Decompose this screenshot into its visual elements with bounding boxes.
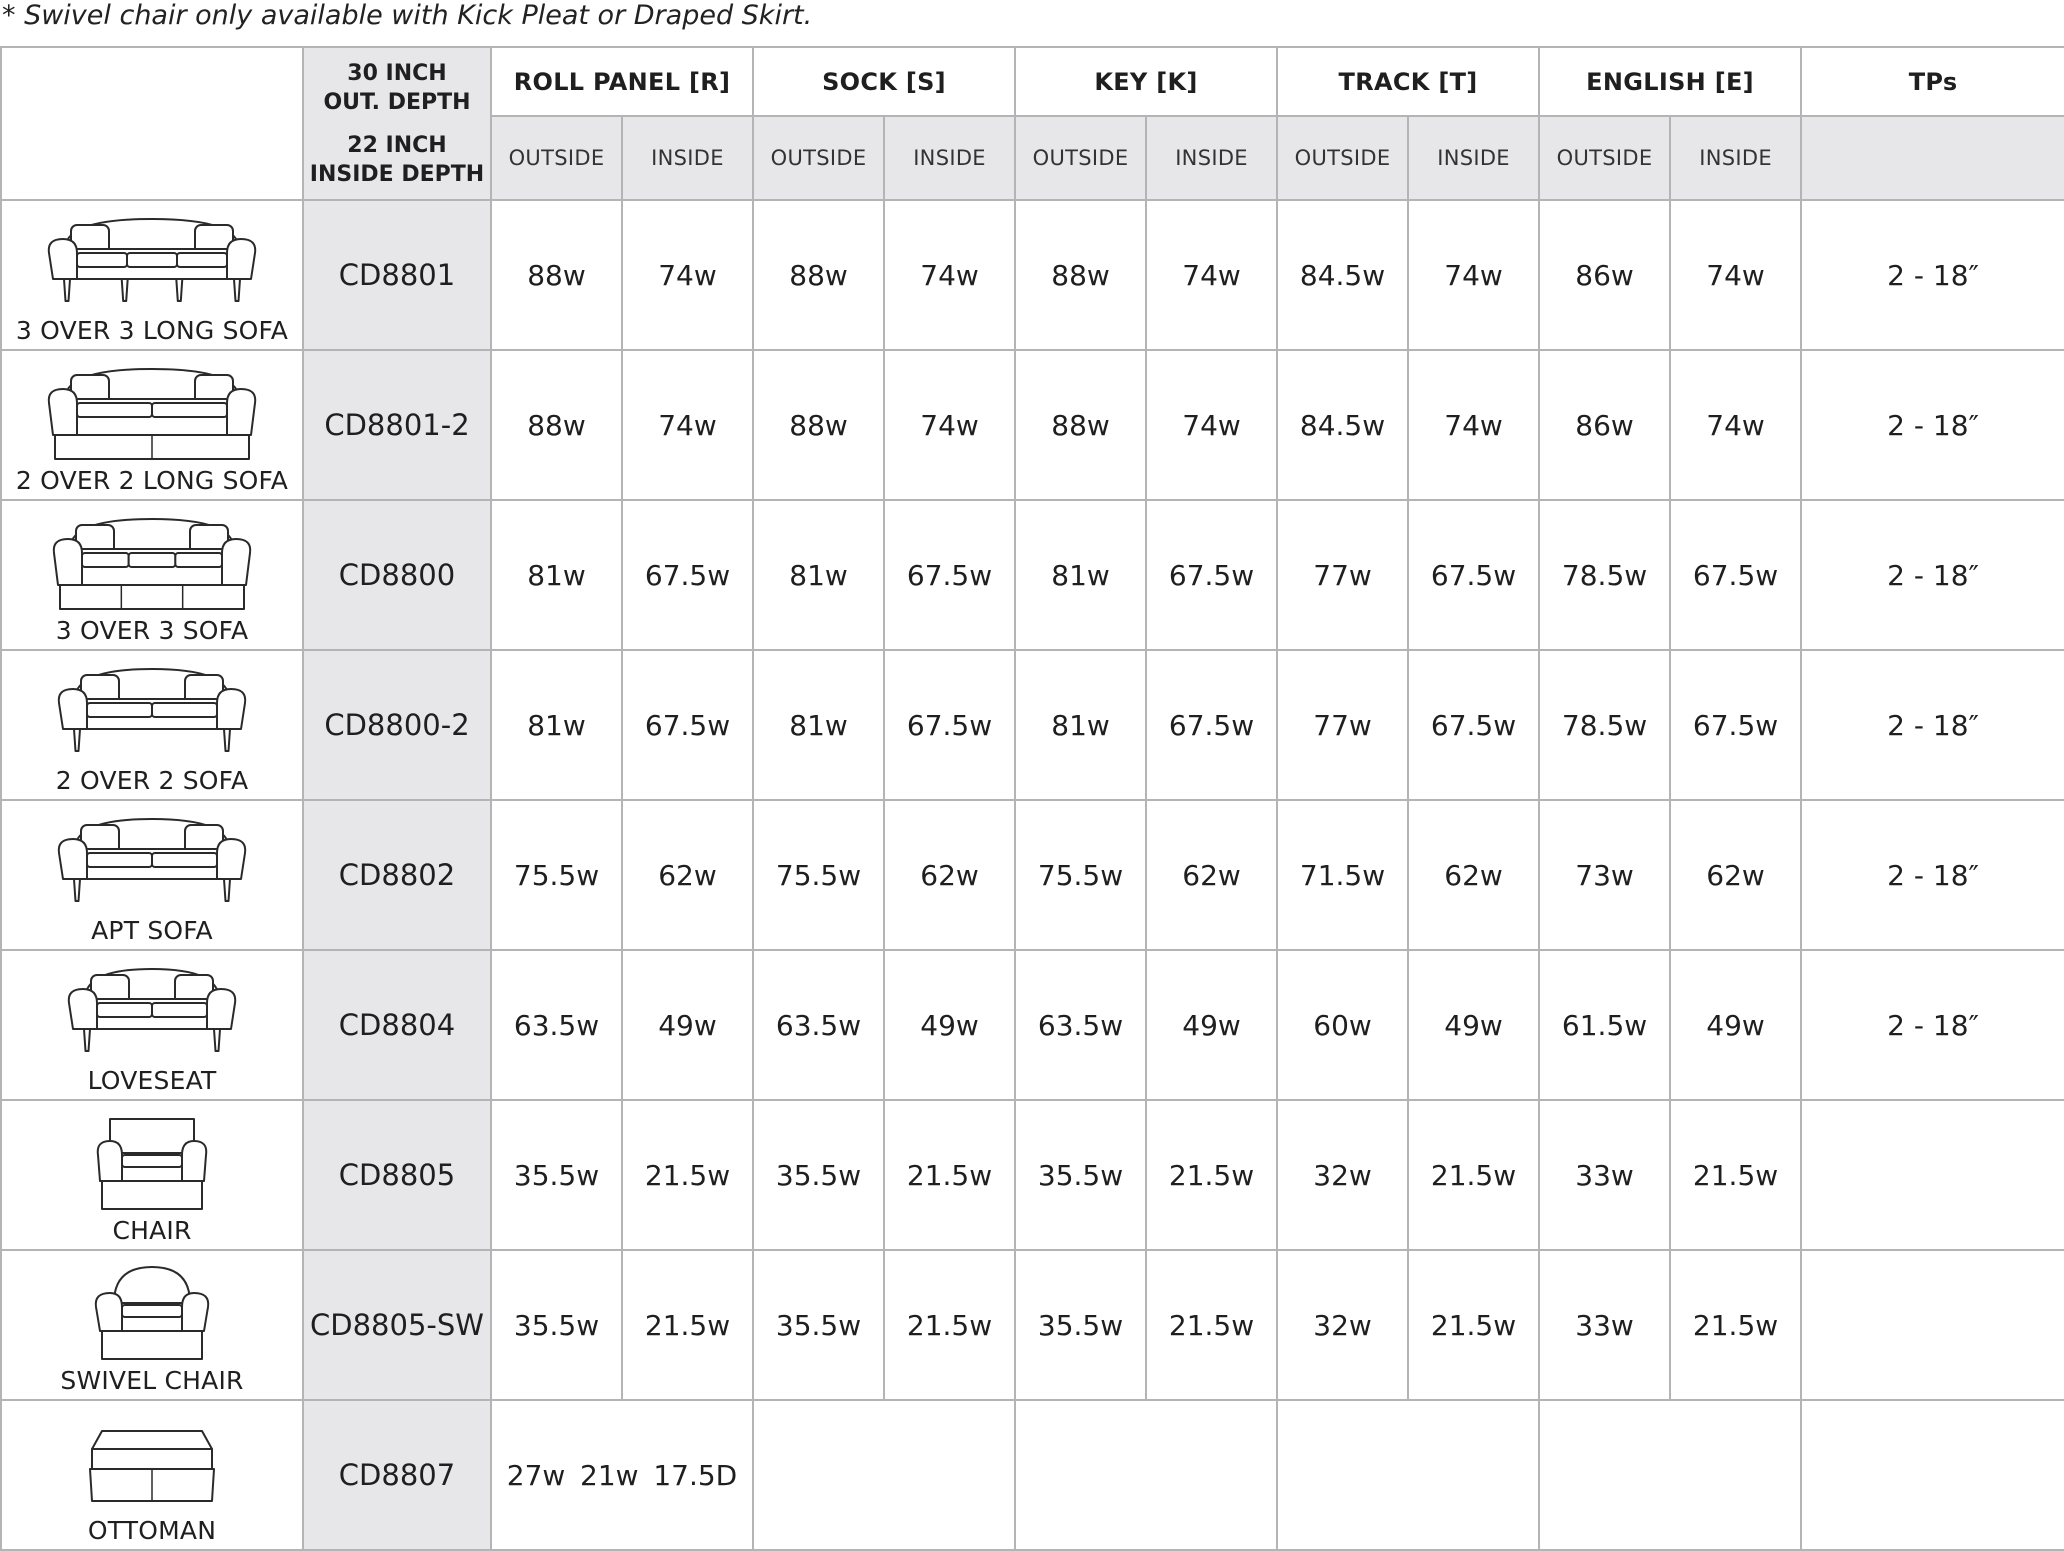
model-code: CD8800-2 xyxy=(303,650,491,800)
model-code: CD8807 xyxy=(303,1400,491,1550)
item-cell xyxy=(1,350,303,500)
model-code: CD8801-2 xyxy=(303,350,491,500)
item-cell xyxy=(1,200,303,350)
inside-width-value: 62w xyxy=(1670,800,1801,950)
table-row xyxy=(1,1100,2064,1250)
tps-value: 2 - 18″ xyxy=(1801,350,2064,500)
inside-width-value: 74w xyxy=(622,200,753,350)
item-name: 3 OVER 3 SOFA xyxy=(55,616,249,645)
inside-width-value: 74w xyxy=(1408,350,1539,500)
outside-width-value: 75.5w xyxy=(753,800,884,950)
model-code: CD8801 xyxy=(303,200,491,350)
outside-width-value: 63.5w xyxy=(1015,950,1146,1100)
inside-width-value: 67.5w xyxy=(884,650,1015,800)
item-name: APT SOFA xyxy=(91,916,213,945)
inside-width-value: 67.5w xyxy=(1670,650,1801,800)
inside-subheader: INSIDE xyxy=(884,116,1015,200)
footnote: * Swivel chair only available with Kick Pleat or Draped Skirt. xyxy=(2,0,813,31)
group-header-track: TRACK [T] xyxy=(1277,47,1539,116)
item-cell xyxy=(1,650,303,800)
item-cell xyxy=(1,1250,303,1400)
item-name: LOVESEAT xyxy=(87,1066,217,1095)
item-name: CHAIR xyxy=(112,1216,192,1245)
outside-width-value: 32w xyxy=(1277,1250,1408,1400)
ottoman-icon xyxy=(82,1409,222,1523)
inside-subheader: INSIDE xyxy=(1146,116,1277,200)
table-row xyxy=(1,1250,2064,1400)
outside-width-value: 35.5w xyxy=(1015,1100,1146,1250)
inside-width-value: 62w xyxy=(1146,800,1277,950)
tps-value: 2 - 18″ xyxy=(1801,650,2064,800)
item-cell xyxy=(1,500,303,650)
model-code: CD8802 xyxy=(303,800,491,950)
outside-width-value: 33w xyxy=(1539,1250,1670,1400)
item-cell xyxy=(1,1400,303,1550)
item-name: OTTOMAN xyxy=(87,1516,217,1545)
outside-width-value: 35.5w xyxy=(491,1250,622,1400)
table-row xyxy=(1,200,2064,350)
inside-width-value: 21.5w xyxy=(1670,1250,1801,1400)
header-row-groups xyxy=(1,47,2064,116)
outside-width-value: 84.5w xyxy=(1277,350,1408,500)
table-row xyxy=(1,650,2064,800)
chair-icon xyxy=(92,1109,212,1223)
inside-width-value: 62w xyxy=(622,800,753,950)
tps-value: 2 - 18″ xyxy=(1801,200,2064,350)
inside-width-value: 67.5w xyxy=(622,650,753,800)
outside-width-value: 33w xyxy=(1539,1100,1670,1250)
inside-width-value: 74w xyxy=(884,350,1015,500)
inside-subheader: INSIDE xyxy=(1408,116,1539,200)
inside-width-value: 74w xyxy=(1670,350,1801,500)
empty-cell xyxy=(1277,1400,1539,1550)
inside-width-value: 49w xyxy=(1408,950,1539,1100)
dimension-table xyxy=(0,46,2064,1551)
inside-width-value: 67.5w xyxy=(884,500,1015,650)
outside-width-value: 81w xyxy=(1015,650,1146,800)
outside-width-value: 84.5w xyxy=(1277,200,1408,350)
outside-width-value: 75.5w xyxy=(1015,800,1146,950)
empty-cell xyxy=(1015,1400,1277,1550)
outside-width-value: 77w xyxy=(1277,650,1408,800)
item-cell xyxy=(1,800,303,950)
tps-value: 2 - 18″ xyxy=(1801,500,2064,650)
inside-width-value: 62w xyxy=(884,800,1015,950)
tps-value xyxy=(1801,1100,2064,1250)
inside-width-value: 67.5w xyxy=(622,500,753,650)
inside-subheader: INSIDE xyxy=(622,116,753,200)
item-cell xyxy=(1,1100,303,1250)
outside-width-value: 81w xyxy=(491,650,622,800)
tps-header: TPs xyxy=(1801,47,2064,116)
inside-width-value: 21.5w xyxy=(1146,1100,1277,1250)
outside-width-value: 60w xyxy=(1277,950,1408,1100)
outside-width-value: 35.5w xyxy=(1015,1250,1146,1400)
item-name: 2 OVER 2 LONG SOFA xyxy=(15,466,289,495)
tps-subheader-blank xyxy=(1801,116,2064,200)
item-name: SWIVEL CHAIR xyxy=(60,1366,244,1395)
item-name: 3 OVER 3 LONG SOFA xyxy=(15,316,289,345)
outside-subheader: OUTSIDE xyxy=(1015,116,1146,200)
empty-cell xyxy=(753,1400,1015,1550)
ottoman-dimension: 21w xyxy=(580,1458,639,1492)
outside-width-value: 75.5w xyxy=(491,800,622,950)
model-code: CD8805-SW xyxy=(303,1250,491,1400)
inside-width-value: 49w xyxy=(1670,950,1801,1100)
group-header-key: KEY [K] xyxy=(1015,47,1277,116)
tps-value: 2 - 18″ xyxy=(1801,800,2064,950)
inside-width-value: 74w xyxy=(1408,200,1539,350)
apt-sofa-icon xyxy=(52,809,252,923)
outside-subheader: OUTSIDE xyxy=(753,116,884,200)
table-row xyxy=(1,350,2064,500)
sofa-3-over-3-icon xyxy=(47,509,257,623)
inside-width-value: 21.5w xyxy=(622,1100,753,1250)
outside-depth-label: 30 INCH OUT. DEPTH xyxy=(323,60,471,115)
outside-width-value: 88w xyxy=(491,200,622,350)
model-code: CD8804 xyxy=(303,950,491,1100)
model-code: CD8805 xyxy=(303,1100,491,1250)
inside-width-value: 21.5w xyxy=(1408,1250,1539,1400)
outside-width-value: 78.5w xyxy=(1539,650,1670,800)
inside-width-value: 21.5w xyxy=(884,1100,1015,1250)
outside-width-value: 32w xyxy=(1277,1100,1408,1250)
inside-width-value: 62w xyxy=(1408,800,1539,950)
inside-width-value: 21.5w xyxy=(1670,1100,1801,1250)
outside-width-value: 88w xyxy=(753,200,884,350)
tps-value: 2 - 18″ xyxy=(1801,950,2064,1100)
outside-width-value: 81w xyxy=(1015,500,1146,650)
table-row xyxy=(1,500,2064,650)
table-row xyxy=(1,800,2064,950)
table-row xyxy=(1,950,2064,1100)
tps-value xyxy=(1801,1250,2064,1400)
group-header-english: ENGLISH [E] xyxy=(1539,47,1801,116)
inside-width-value: 21.5w xyxy=(1146,1250,1277,1400)
ottoman-dimension: 17.5D xyxy=(653,1458,738,1492)
outside-width-value: 35.5w xyxy=(491,1100,622,1250)
swivel-chair-icon xyxy=(92,1259,212,1373)
outside-width-value: 63.5w xyxy=(491,950,622,1100)
group-header-sock: SOCK [S] xyxy=(753,47,1015,116)
long-sofa-3-over-3-icon xyxy=(42,209,262,323)
inside-width-value: 49w xyxy=(884,950,1015,1100)
outside-width-value: 73w xyxy=(1539,800,1670,950)
empty-cell xyxy=(1801,1400,2064,1550)
outside-width-value: 61.5w xyxy=(1539,950,1670,1100)
outside-width-value: 86w xyxy=(1539,350,1670,500)
inside-depth-label: 22 INCH INSIDE DEPTH xyxy=(309,132,485,187)
header-blank-cell xyxy=(1,47,303,200)
loveseat-icon xyxy=(62,959,242,1073)
depth-header xyxy=(303,47,491,200)
outside-subheader: OUTSIDE xyxy=(1277,116,1408,200)
outside-width-value: 63.5w xyxy=(753,950,884,1100)
inside-width-value: 21.5w xyxy=(1408,1100,1539,1250)
inside-width-value: 67.5w xyxy=(1146,500,1277,650)
outside-width-value: 71.5w xyxy=(1277,800,1408,950)
outside-width-value: 81w xyxy=(491,500,622,650)
outside-width-value: 81w xyxy=(753,500,884,650)
inside-width-value: 49w xyxy=(1146,950,1277,1100)
outside-width-value: 88w xyxy=(1015,350,1146,500)
outside-width-value: 35.5w xyxy=(753,1100,884,1250)
outside-width-value: 88w xyxy=(491,350,622,500)
outside-width-value: 86w xyxy=(1539,200,1670,350)
inside-width-value: 74w xyxy=(1670,200,1801,350)
outside-width-value: 77w xyxy=(1277,500,1408,650)
ottoman-dimension: 27w xyxy=(506,1458,566,1492)
outside-subheader: OUTSIDE xyxy=(1539,116,1670,200)
item-cell xyxy=(1,950,303,1100)
ottoman-dimensions-cell xyxy=(491,1400,753,1550)
item-name: 2 OVER 2 SOFA xyxy=(55,766,249,795)
table-row xyxy=(1,1400,2064,1550)
inside-width-value: 74w xyxy=(622,350,753,500)
group-header-roll-panel: ROLL PANEL [R] xyxy=(491,47,753,116)
model-code: CD8800 xyxy=(303,500,491,650)
inside-width-value: 49w xyxy=(622,950,753,1100)
inside-width-value: 74w xyxy=(1146,200,1277,350)
inside-width-value: 67.5w xyxy=(1146,650,1277,800)
outside-subheader: OUTSIDE xyxy=(491,116,622,200)
inside-width-value: 74w xyxy=(884,200,1015,350)
inside-width-value: 21.5w xyxy=(884,1250,1015,1400)
inside-subheader: INSIDE xyxy=(1670,116,1801,200)
outside-width-value: 88w xyxy=(1015,200,1146,350)
inside-width-value: 67.5w xyxy=(1408,500,1539,650)
inside-width-value: 74w xyxy=(1146,350,1277,500)
inside-width-value: 67.5w xyxy=(1670,500,1801,650)
outside-width-value: 78.5w xyxy=(1539,500,1670,650)
inside-width-value: 21.5w xyxy=(622,1250,753,1400)
outside-width-value: 81w xyxy=(753,650,884,800)
inside-width-value: 67.5w xyxy=(1408,650,1539,800)
long-sofa-2-over-2-icon xyxy=(42,359,262,473)
outside-width-value: 88w xyxy=(753,350,884,500)
empty-cell xyxy=(1539,1400,1801,1550)
outside-width-value: 35.5w xyxy=(753,1250,884,1400)
sofa-2-over-2-icon xyxy=(52,659,252,773)
